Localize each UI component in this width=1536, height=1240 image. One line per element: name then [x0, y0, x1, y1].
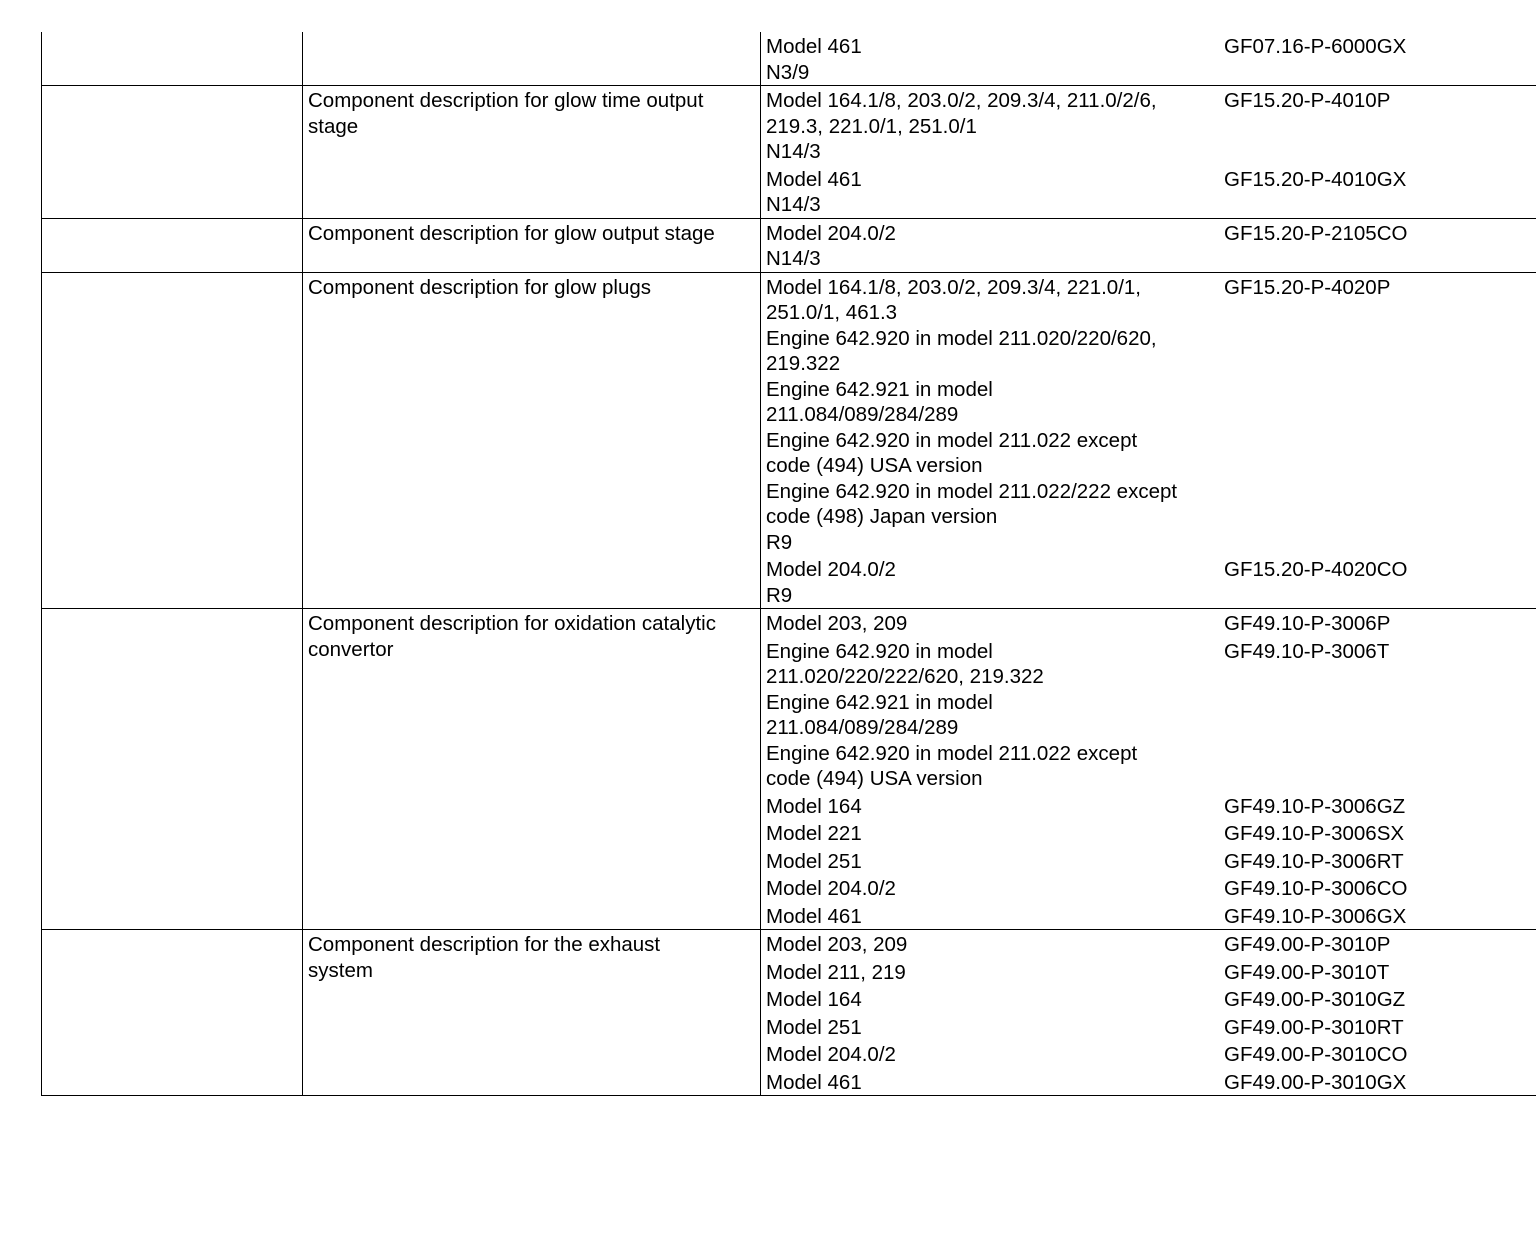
- empty-cell: [42, 272, 303, 609]
- model-entry: [766, 86, 1536, 165]
- model-text: Model 164.1/8, 203.0/2, 209.3/4, 211.0/2/6, 219.3, 221.0/1, 251.0/1 N14/3: [766, 89, 1157, 163]
- component-description-cell: [303, 930, 761, 1096]
- table-row: [42, 86, 1536, 219]
- document-number: GF49.10-P-3006GZ: [1224, 794, 1406, 818]
- model-text: Model 204.0/2 N14/3: [766, 221, 896, 270]
- table-body: [42, 32, 1536, 1096]
- model-document-cell: [761, 609, 1536, 930]
- model-text: Model 211, 219: [766, 960, 906, 984]
- document-number: GF49.00-P-3010GX: [1224, 1070, 1407, 1094]
- model-text: Model 203, 209: [766, 933, 908, 956]
- model-entry: [766, 792, 1536, 820]
- model-document-cell: [761, 930, 1536, 1096]
- component-description-cell: [303, 86, 761, 219]
- document-number: GF49.10-P-3006T: [1224, 639, 1390, 663]
- model-text: Model 204.0/2 R9: [766, 558, 896, 607]
- empty-cell: [42, 86, 303, 219]
- model-entry: [766, 847, 1536, 875]
- model-text: Model 251: [766, 849, 862, 873]
- model-document-cell: [761, 218, 1536, 272]
- document-number: GF15.20-P-4020CO: [1224, 558, 1408, 581]
- empty-cell: [42, 32, 303, 86]
- model-entry: [766, 1013, 1536, 1041]
- model-entry: [766, 874, 1536, 902]
- model-text: Model 461 N14/3: [766, 167, 862, 216]
- model-entry: [766, 985, 1536, 1013]
- model-entry: [766, 555, 1536, 608]
- model-document-cell: [761, 86, 1536, 219]
- model-entry: [766, 637, 1536, 792]
- component-description: [308, 32, 760, 34]
- document-number: GF15.20-P-4010GX: [1224, 167, 1407, 191]
- table-row: [42, 930, 1536, 1096]
- document-number: GF15.20-P-4020P: [1224, 275, 1391, 299]
- component-description-cell: [303, 32, 761, 86]
- document-number: GF49.10-P-3006RT: [1224, 849, 1404, 873]
- model-entry: [766, 273, 1536, 556]
- component-description: Component description for glow plugs: [308, 275, 651, 299]
- component-description-table: [41, 32, 1536, 1096]
- document-number: GF49.10-P-3006SX: [1224, 822, 1405, 845]
- model-text: Model 461: [766, 904, 862, 928]
- component-description-cell: [303, 272, 761, 609]
- table-row: [42, 218, 1536, 272]
- model-text: Model 164: [766, 794, 862, 818]
- table-row: [42, 272, 1536, 609]
- model-entry: [766, 958, 1536, 986]
- model-text: Model 461: [766, 1070, 862, 1094]
- document-number: GF49.10-P-3006CO: [1224, 877, 1408, 900]
- component-description: Component description for glow time output stage: [308, 89, 704, 138]
- model-text: Model 204.0/2: [766, 877, 896, 900]
- table-row: [42, 609, 1536, 930]
- model-text: Engine 642.920 in model 211.020/220/222/620, 219.322 Engine 642.921 in model 211.084/089/284/289 Engine 642.920 in model 211.022 except code (494) USA version: [766, 639, 1138, 790]
- document-number: GF15.20-P-2105CO: [1224, 221, 1408, 245]
- component-description: Component description for the exhaust system: [308, 933, 661, 982]
- model-text: Model 164: [766, 988, 862, 1011]
- component-description: Component description for glow output stage: [308, 221, 715, 245]
- model-entry: [766, 32, 1536, 85]
- model-entry: [766, 219, 1536, 272]
- model-entry: [766, 819, 1536, 847]
- document-number: GF49.00-P-3010CO: [1224, 1043, 1408, 1066]
- model-text: Model 204.0/2: [766, 1043, 896, 1066]
- model-entry: [766, 165, 1536, 218]
- document-number: GF49.00-P-3010T: [1224, 960, 1390, 984]
- document-number: GF07.16-P-6000GX: [1224, 35, 1407, 58]
- model-text: Model 461 N3/9: [766, 35, 862, 84]
- component-description-cell: [303, 609, 761, 930]
- model-entry: [766, 902, 1536, 930]
- document-number: GF49.00-P-3010GZ: [1224, 988, 1406, 1011]
- component-description-cell: [303, 218, 761, 272]
- document-number: GF49.10-P-3006P: [1224, 612, 1391, 635]
- model-entry: [766, 1068, 1536, 1096]
- model-entry: [766, 1040, 1536, 1068]
- empty-cell: [42, 218, 303, 272]
- model-text: Model 164.1/8, 203.0/2, 209.3/4, 221.0/1, 251.0/1, 461.3 Engine 642.920 in model 211.020/220/620, 219.322 Engine 642.921 in model 211.084/089/284/289 Engine 642.920 in model 211.022 except code (494) USA version Engine 642.920 in model 211.022/222 except code (498) Japan version R9: [766, 275, 1178, 554]
- model-text: Model 221: [766, 822, 862, 845]
- document-number: GF49.10-P-3006GX: [1224, 904, 1407, 928]
- document-number: GF49.00-P-3010RT: [1224, 1015, 1404, 1039]
- empty-cell: [42, 930, 303, 1096]
- document-number: GF15.20-P-4010P: [1224, 89, 1391, 112]
- model-entry: [766, 609, 1536, 637]
- component-description: Component description for oxidation catalytic convertor: [308, 612, 716, 661]
- model-entry: [766, 930, 1536, 958]
- model-text: Model 203, 209: [766, 612, 908, 635]
- model-document-cell: [761, 272, 1536, 609]
- empty-cell: [42, 609, 303, 930]
- model-document-cell: [761, 32, 1536, 86]
- table-row: [42, 32, 1536, 86]
- model-text: Model 251: [766, 1015, 862, 1039]
- document-number: GF49.00-P-3010P: [1224, 933, 1391, 956]
